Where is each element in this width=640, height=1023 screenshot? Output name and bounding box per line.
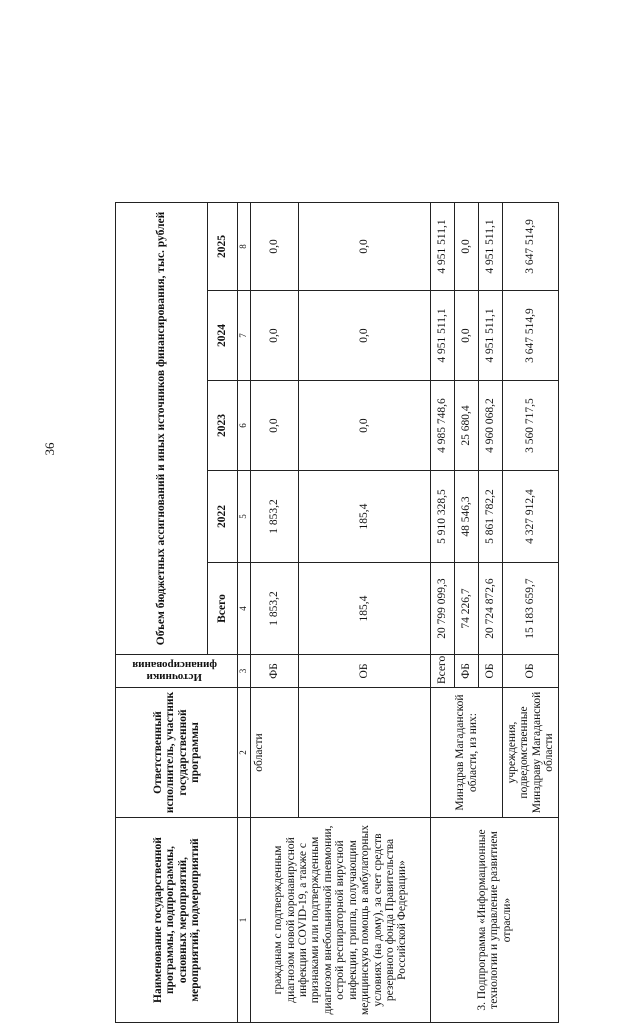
header-2024: 2024 [208, 291, 238, 381]
sub3-ob-source: ОБ [479, 655, 503, 688]
inst-ob-2024: 3 647 514,9 [503, 291, 559, 381]
ob-2022: 185,4 [299, 471, 431, 563]
header-source [116, 655, 238, 688]
ob-source: ОБ [299, 655, 431, 688]
index-cell: 4 [238, 563, 251, 655]
budget-table [115, 202, 559, 1023]
header-source-text: Источники финансирования [132, 659, 218, 684]
inst-ob-2022: 4 327 912,4 [503, 471, 559, 563]
sub3-all-2022: 5 910 328,5 [431, 471, 455, 563]
index-cell: 6 [238, 381, 251, 471]
sub3-ob-2024: 4 951 511,1 [479, 291, 503, 381]
sub3-all-2024: 4 951 511,1 [431, 291, 455, 381]
sub3-fb-total: 74 226,7 [455, 563, 479, 655]
sub3-fb-2023: 25 680,4 [455, 381, 479, 471]
inst-ob-source: ОБ [503, 655, 559, 688]
rotated-table-wrapper [115, 203, 555, 1023]
sub3-fb-source: ФБ [455, 655, 479, 688]
ob-2025: 0,0 [299, 202, 431, 290]
header-2023: 2023 [208, 381, 238, 471]
index-cell: 1 [238, 818, 251, 1023]
institutions-executor: учреждения, подведомственные Минздраву Магаданской области [503, 688, 559, 818]
covid-measure-name: гражданам с подтвержденным диагнозом новой коронавирусной инфекции COVID-19, а также с признаками или подтвержденным диагнозом внебольничной пневмонии, острой респираторной вирусной инфекции, гриппа, получающим медицинскую помощь в амбулаторных условиях (на дому), за счет средств резервного фонда Правительства Российской Федерации» [251, 818, 431, 1023]
fb-2024: 0,0 [251, 291, 299, 381]
fb-2022: 1 853,2 [251, 471, 299, 563]
header-executor: Ответственный исполнитель, участник государственной программы [116, 688, 238, 818]
minzdrav-executor: Минздрав Магаданской области, из них: [431, 688, 503, 818]
header-total: Всего [208, 563, 238, 655]
fb-2025: 0,0 [251, 202, 299, 290]
sub3-ob-2023: 4 960 068,2 [479, 381, 503, 471]
sub3-ob-2022: 5 861 782,2 [479, 471, 503, 563]
sub3-ob-total: 20 724 872,6 [479, 563, 503, 655]
subprogram-3-name: 3. Подпрограмма «Информационные технологии и управление развитием отрасли» [431, 818, 559, 1023]
header-2025: 2025 [208, 202, 238, 290]
index-row [238, 202, 251, 1022]
covid-executor: области [251, 688, 299, 818]
sub3-ob-2025: 4 951 511,1 [479, 202, 503, 290]
sub3-all-2023: 4 985 748,6 [431, 381, 455, 471]
index-cell: 8 [238, 202, 251, 290]
index-cell: 3 [238, 655, 251, 688]
fb-source: ФБ [251, 655, 299, 688]
ob-2024: 0,0 [299, 291, 431, 381]
covid-executor-cont [299, 688, 431, 818]
header-name: Наименование государственной программы, подпрограммы, основных мероприятий, мероприятий, подмероприятий [116, 818, 238, 1023]
index-cell: 5 [238, 471, 251, 563]
inst-ob-2025: 3 647 514,9 [503, 202, 559, 290]
header-2022: 2022 [208, 471, 238, 563]
ob-2023: 0,0 [299, 381, 431, 471]
ob-total: 185,4 [299, 563, 431, 655]
sub3-fb-2024: 0,0 [455, 291, 479, 381]
sub3-all-total: 20 799 099,3 [431, 563, 455, 655]
sub3-fb-2025: 0,0 [455, 202, 479, 290]
inst-ob-2023: 3 560 717,5 [503, 381, 559, 471]
index-cell: 7 [238, 291, 251, 381]
fb-2023: 0,0 [251, 381, 299, 471]
sub3-all-source: Всего [431, 655, 455, 688]
fb-total: 1 853,2 [251, 563, 299, 655]
page-number: 36 [42, 442, 57, 456]
inst-ob-total: 15 183 659,7 [503, 563, 559, 655]
sub3-all-2025: 4 951 511,1 [431, 202, 455, 290]
header-budget-group: Объем бюджетных ассигнований и иных источников финансирования, тыс. рублей [116, 202, 208, 654]
index-cell: 2 [238, 688, 251, 818]
sub3-fb-2022: 48 546,3 [455, 471, 479, 563]
